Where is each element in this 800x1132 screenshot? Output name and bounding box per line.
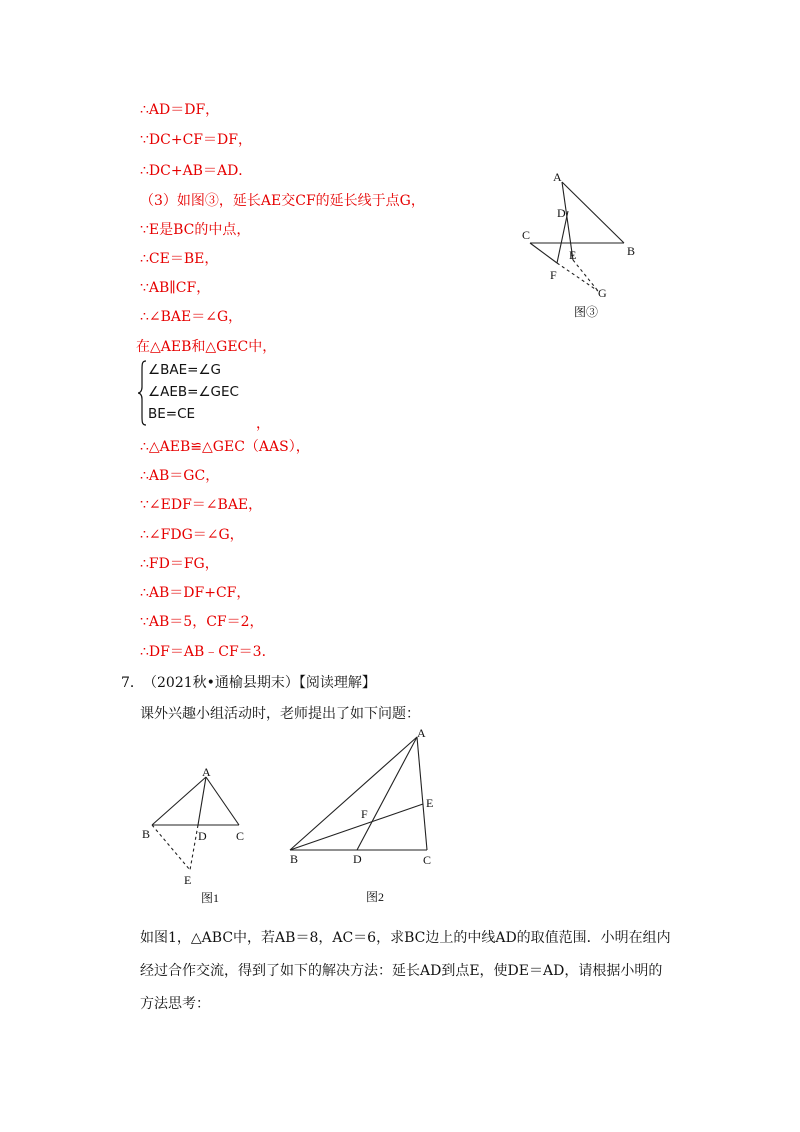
problem-source: （2021秋•通榆县期末）【阅读理解】 <box>143 675 376 691</box>
fig3-label-G: G <box>598 286 607 300</box>
figure-1 <box>140 760 260 910</box>
fig1-label-A: A <box>202 765 211 779</box>
fig2-label-D: D <box>353 852 362 866</box>
proof-line-2: ∵DC+CF＝DF， <box>140 132 252 148</box>
fig2-caption: 图2 <box>366 890 385 904</box>
fig1-label-E: E <box>184 873 192 887</box>
proof-line-15: ∴AB＝DF+CF， <box>140 585 251 601</box>
system-tail: ， <box>256 416 270 432</box>
proof-line-16: ∵AB＝5，CF＝2， <box>140 614 264 630</box>
problem-intro: 课外兴趣小组活动时，老师提出了如下问题： <box>140 706 420 722</box>
proof-line-3: ∴DC+AB＝AD． <box>140 163 253 179</box>
proof-line-8: ∴∠BAE＝∠G， <box>140 309 243 325</box>
proof-line-1: ∴AD＝DF， <box>140 102 220 118</box>
proof-line-10: ∴△AEB≌△GEC（AAS）， <box>140 439 310 455</box>
fig1-label-B: B <box>142 827 151 841</box>
proof-line-7: ∵AB∥CF， <box>140 280 211 296</box>
fig3-label-E: E <box>569 248 577 262</box>
equation-system <box>138 360 268 428</box>
fig3-caption: 图③ <box>574 305 599 319</box>
proof-line-13: ∴∠FDG＝∠G， <box>140 527 244 543</box>
proof-line-11: ∴AB＝GC， <box>140 468 220 484</box>
proof-line-5: ∵E是BC的中点， <box>140 222 251 238</box>
fig1-label-D: D <box>198 829 207 843</box>
figure-2 <box>280 725 450 910</box>
proof-line-4: （3）如图③，延长AE交CF的延长线于点G， <box>140 193 425 209</box>
fig3-label-A: A <box>553 170 562 184</box>
proof-line-9: 在△AEB和△GEC中， <box>136 339 277 355</box>
left-brace <box>138 360 148 426</box>
fig3-label-F: F <box>550 268 557 282</box>
fig3-label-B: B <box>627 244 636 258</box>
problem-number: 7． <box>121 675 144 691</box>
fig2-label-F: F <box>361 807 368 821</box>
problem-body-line-1: 如图1，△ABC中，若AB＝8，AC＝6，求BC边上的中线AD的取值范围．小明在组内 <box>140 930 671 946</box>
system-row-3: BE=CE <box>148 406 196 422</box>
fig2-label-E: E <box>426 796 434 810</box>
fig2-label-A: A <box>417 726 426 740</box>
proof-line-14: ∴FD＝FG， <box>140 556 219 572</box>
system-row-1: ∠BAE=∠G <box>148 362 222 378</box>
fig2-label-B: B <box>290 852 299 866</box>
problem-body-line-2: 经过合作交流，得到了如下的解决方法：延长AD到点E，使DE＝AD，请根据小明的 <box>140 963 663 979</box>
fig1-caption: 图1 <box>201 891 220 905</box>
system-row-2: ∠AEB=∠GEC <box>148 384 239 400</box>
problem-body-line-3: 方法思考： <box>140 996 210 1012</box>
fig3-label-C: C <box>522 228 531 242</box>
fig3-label-D: D <box>557 206 566 220</box>
fig1-label-C: C <box>236 829 245 843</box>
proof-line-17: ∴DF＝AB﹣CF＝3． <box>140 644 276 660</box>
proof-line-12: ∵∠EDF＝∠BAE， <box>140 497 263 513</box>
figure-3 <box>510 165 640 325</box>
proof-line-6: ∴CE＝BE， <box>140 251 219 267</box>
fig2-label-C: C <box>423 853 432 867</box>
